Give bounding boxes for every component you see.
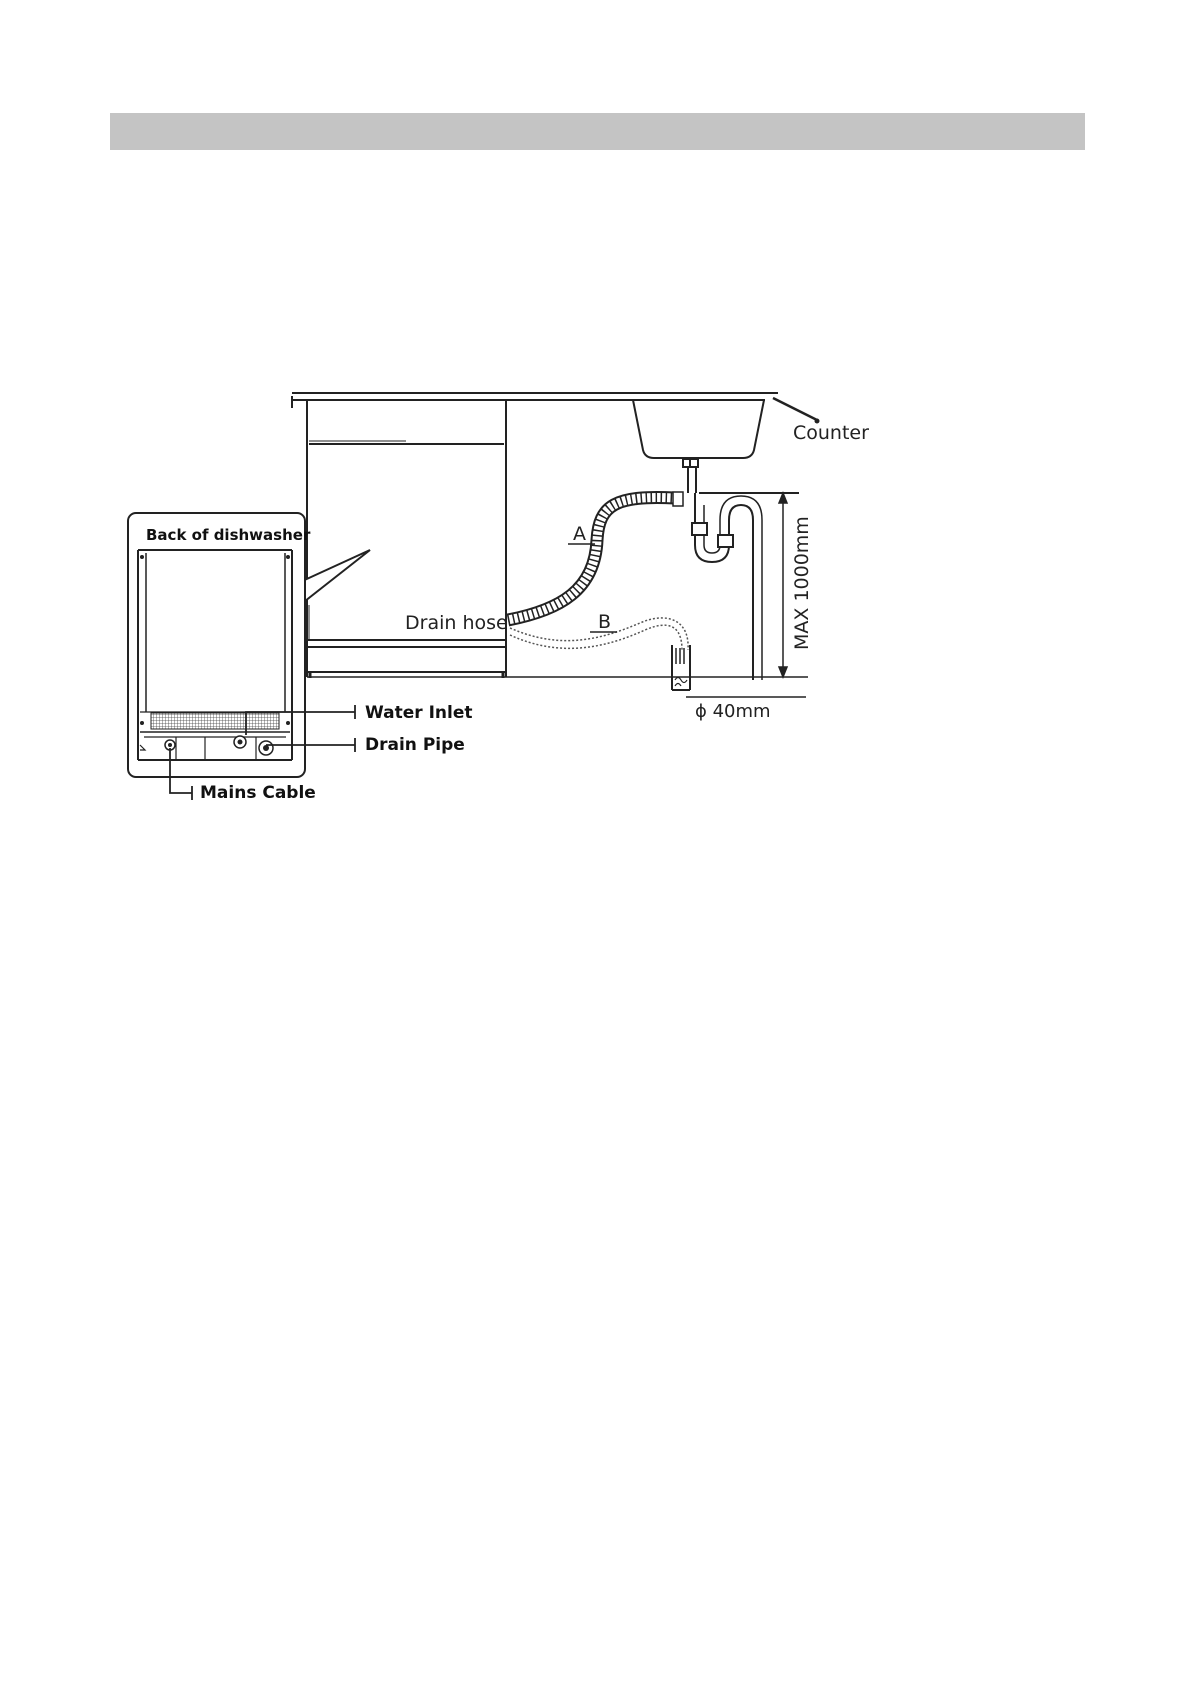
callout-pointer [298, 550, 370, 605]
counter-label: Counter [793, 422, 869, 444]
corrugated-hose-icon [508, 492, 683, 620]
counter-pointer [773, 398, 820, 424]
water-inlet-label: Water Inlet [365, 703, 473, 723]
dishwasher-front [307, 400, 506, 678]
drain-pipe-label: Drain Pipe [365, 735, 465, 755]
hose-b-label: B [598, 611, 612, 633]
counter-top [292, 393, 778, 408]
back-title-label: Back of dishwasher [146, 526, 311, 544]
max-height-label: MAX 1000mm [791, 516, 813, 650]
diameter-label: ϕ 40mm [695, 701, 771, 722]
sink-icon [633, 400, 764, 493]
standpipe-icon [672, 645, 690, 690]
mains-cable-label: Mains Cable [200, 783, 316, 803]
drain-pipe-port [259, 741, 273, 755]
max-height-dimension [779, 493, 787, 677]
drain-hose-label: Drain hose [405, 612, 508, 634]
back-of-dishwasher-inset [128, 513, 311, 777]
hose-a-label: A [573, 523, 586, 545]
water-inlet-port [234, 736, 246, 748]
